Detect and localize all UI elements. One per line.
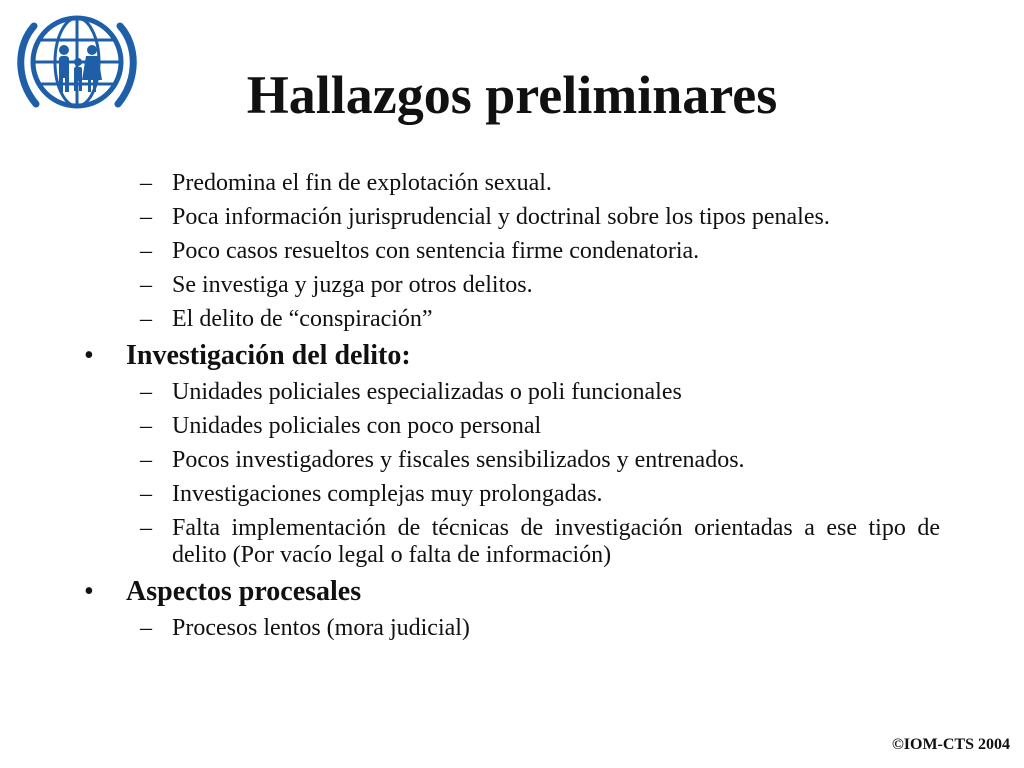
- dash-marker: –: [140, 413, 152, 439]
- list-item: [84, 615, 940, 642]
- copyright-footer: ©IOM-CTS 2004: [891, 736, 1010, 753]
- dash-marker: –: [140, 615, 152, 641]
- list-item-text: El delito de “conspiración”: [172, 306, 433, 332]
- dash-marker: –: [140, 272, 152, 298]
- dash-marker: –: [140, 238, 152, 264]
- dash-marker: –: [140, 515, 152, 541]
- list-item-text: Unidades policiales con poco personal: [172, 413, 542, 439]
- list-item-text: Unidades policiales especializadas o poli funcionales: [172, 379, 682, 405]
- list-item: [84, 272, 940, 299]
- bullet-marker: •: [84, 576, 94, 607]
- slide-title: Hallazgos preliminares: [246, 65, 778, 125]
- section-heading-investigacion: [84, 340, 940, 372]
- dash-marker: –: [140, 481, 152, 507]
- list-item: [84, 413, 940, 440]
- list-item: [84, 204, 940, 231]
- list-item: [84, 447, 940, 474]
- dash-marker: –: [140, 447, 152, 473]
- list-item: [84, 515, 940, 569]
- dash-marker: –: [140, 306, 152, 332]
- bullet-marker: •: [84, 340, 94, 371]
- section-heading-text: Investigación del delito:: [126, 340, 411, 371]
- list-item-text: Poca información jurisprudencial y doctrinal sobre los tipos penales.: [172, 204, 830, 230]
- dash-marker: –: [140, 379, 152, 405]
- list-item-text: Pocos investigadores y fiscales sensibilizados y entrenados.: [172, 447, 745, 473]
- list-item-text: Investigaciones complejas muy prolongadas.: [172, 481, 603, 507]
- section-heading-aspectos: [84, 576, 940, 608]
- list-item-text: Poco casos resueltos con sentencia firme condenatoria.: [172, 238, 700, 264]
- list-item: [84, 238, 940, 265]
- list-item-text: Procesos lentos (mora judicial): [172, 615, 470, 641]
- slide-body: [84, 170, 940, 649]
- section-heading-text: Aspectos procesales: [126, 576, 362, 607]
- dash-marker: –: [140, 204, 152, 230]
- list-item: [84, 481, 940, 508]
- list-item: [84, 379, 940, 406]
- dash-marker: –: [140, 170, 152, 196]
- list-item-text: Predomina el fin de explotación sexual.: [172, 170, 552, 196]
- list-item-text: Falta implementación de técnicas de investigación orientadas a ese tipo de delito (Por vacío legal o falta de información): [172, 515, 940, 568]
- list-item: [84, 170, 940, 197]
- list-item: [84, 306, 940, 333]
- list-item-text: Se investiga y juzga por otros delitos.: [172, 272, 533, 298]
